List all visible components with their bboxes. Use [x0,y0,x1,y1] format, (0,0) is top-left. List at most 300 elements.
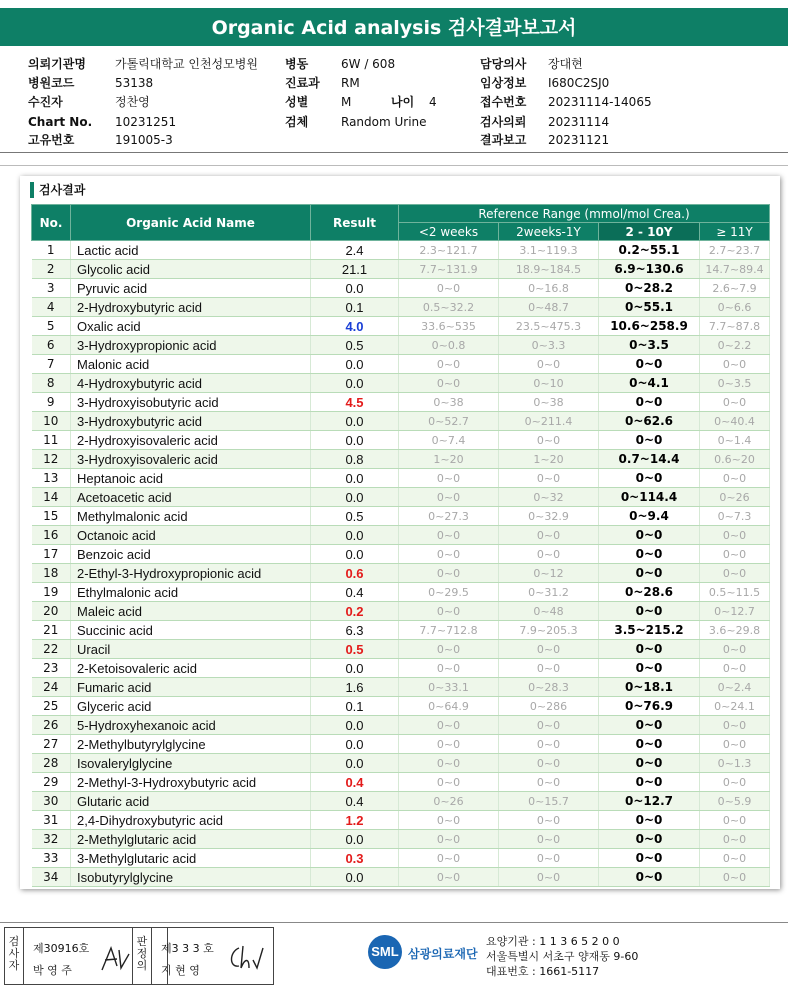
row-number: 13 [32,469,71,488]
acid-name: 2-Methylbutyrylglycine [71,735,311,754]
range-lt2w: 0~0 [399,640,499,659]
acid-name: Pyruvic acid [71,279,311,298]
range-2-10y: 0~55.1 [599,298,700,317]
range-2-10y: 0~9.4 [599,507,700,526]
range-2-10y: 0~0 [599,602,700,621]
range-lt2w: 0~0 [399,602,499,621]
range-lt2w: 0~38 [399,393,499,412]
result-value: 0.4 [311,773,399,792]
row-number: 11 [32,431,71,450]
table-row [32,602,770,621]
range-ge11y: 0~0 [700,545,770,564]
acid-name: 2-Methyl-3-Hydroxybutyric acid [71,773,311,792]
col-no: No. [32,205,71,241]
range-lt2w: 0~0 [399,279,499,298]
info-value: 가톨릭대학교 인천성모병원 [115,57,258,71]
acid-name: Glycolic acid [71,260,311,279]
divider [0,152,788,153]
range-ge11y: 0~24.1 [700,697,770,716]
table-row [32,431,770,450]
range-lt2w: 0~0 [399,526,499,545]
info-value: RM [341,76,360,90]
result-value: 0.0 [311,431,399,450]
result-value: 0.5 [311,507,399,526]
range-lt2w: 0~0 [399,355,499,374]
range-ge11y: 0~0 [700,868,770,887]
range-2w1y: 0~28.3 [499,678,599,697]
row-number: 8 [32,374,71,393]
info-value: 20231121 [548,133,610,147]
table-row [32,260,770,279]
table-row [32,849,770,868]
row-number: 31 [32,811,71,830]
row-number: 2 [32,260,71,279]
row-number: 32 [32,830,71,849]
range-ge11y: 0~0 [700,773,770,792]
row-number: 10 [32,412,71,431]
range-2-10y: 0~0 [599,545,700,564]
range-2-10y: 0~28.6 [599,583,700,602]
tester-signature [99,944,133,974]
section-title: 검사결과 [30,182,85,198]
acid-name: Acetoacetic acid [71,488,311,507]
acid-name: Uracil [71,640,311,659]
result-value: 4.0 [311,317,399,336]
footer-line3: 대표번호 : 1661-5117 [486,965,600,978]
range-2-10y: 0.7~14.4 [599,450,700,469]
range-2w1y: 0~32.9 [499,507,599,526]
info-label: 검사의뢰 [480,115,527,129]
range-2-10y: 0~3.5 [599,336,700,355]
row-number: 30 [32,792,71,811]
acid-name: 4-Hydroxybutyric acid [71,374,311,393]
range-lt2w: 0~0 [399,735,499,754]
row-number: 16 [32,526,71,545]
range-ge11y: 0~0 [700,811,770,830]
result-value: 0.0 [311,374,399,393]
table-row [32,773,770,792]
result-value: 0.0 [311,355,399,374]
range-2-10y: 0~0 [599,868,700,887]
acid-name: 2-Hydroxyisovaleric acid [71,431,311,450]
range-lt2w: 0~27.3 [399,507,499,526]
row-number: 24 [32,678,71,697]
range-ge11y: 0~5.9 [700,792,770,811]
range-2w1y: 0~0 [499,868,599,887]
result-value: 0.6 [311,564,399,583]
table-row [32,317,770,336]
info-label: 접수번호 [480,95,527,109]
range-2w1y: 0~48 [499,602,599,621]
range-2w1y: 0~3.3 [499,336,599,355]
table-row [32,298,770,317]
range-ge11y: 0~0 [700,469,770,488]
range-2w1y: 0~38 [499,393,599,412]
result-value: 1.2 [311,811,399,830]
range-2w1y: 0~0 [499,716,599,735]
range-lt2w: 0~0 [399,564,499,583]
col-range-2-10y: 2 - 10Y [599,223,700,241]
col-range-ge11y: ≥ 11Y [700,223,770,241]
range-ge11y: 0~0 [700,526,770,545]
range-ge11y: 0.6~20 [700,450,770,469]
range-lt2w: 0~0 [399,849,499,868]
range-2-10y: 0~0 [599,640,700,659]
acid-name: Maleic acid [71,602,311,621]
result-value: 2.4 [311,241,399,260]
info-value: 20231114 [548,115,610,129]
range-2-10y: 0~0 [599,355,700,374]
range-lt2w: 7.7~712.8 [399,621,499,640]
acid-name: Glyceric acid [71,697,311,716]
table-row [32,469,770,488]
range-2w1y: 0~32 [499,488,599,507]
acid-name: Glutaric acid [71,792,311,811]
range-ge11y: 14.7~89.4 [700,260,770,279]
range-lt2w: 33.6~535 [399,317,499,336]
range-lt2w: 0~29.5 [399,583,499,602]
range-ge11y: 0~40.4 [700,412,770,431]
footer [0,922,788,989]
result-value: 0.0 [311,469,399,488]
range-ge11y: 2.7~23.7 [700,241,770,260]
table-row [32,811,770,830]
result-value: 6.3 [311,621,399,640]
info-label: 결과보고 [480,133,527,147]
approver-signature [225,942,265,974]
table-row [32,659,770,678]
row-number: 18 [32,564,71,583]
row-number: 4 [32,298,71,317]
row-number: 5 [32,317,71,336]
acid-name: 2-Methylglutaric acid [71,830,311,849]
result-value: 1.6 [311,678,399,697]
range-ge11y: 0~12.7 [700,602,770,621]
result-value: 4.5 [311,393,399,412]
range-2-10y: 0~76.9 [599,697,700,716]
range-ge11y: 0~3.5 [700,374,770,393]
range-lt2w: 0~33.1 [399,678,499,697]
range-2w1y: 18.9~184.5 [499,260,599,279]
table-row [32,754,770,773]
row-number: 33 [32,849,71,868]
range-2w1y: 1~20 [499,450,599,469]
result-value: 0.0 [311,279,399,298]
acid-name: Methylmalonic acid [71,507,311,526]
range-lt2w: 1~20 [399,450,499,469]
row-number: 29 [32,773,71,792]
range-ge11y: 0~1.4 [700,431,770,450]
range-2-10y: 0~0 [599,659,700,678]
info-value: Random Urine [341,115,427,129]
row-number: 7 [32,355,71,374]
table-row [32,241,770,260]
result-value: 0.1 [311,298,399,317]
col-reference-range: Reference Range (mmol/mol Crea.) [399,205,770,223]
row-number: 28 [32,754,71,773]
table-row [32,450,770,469]
range-2w1y: 0~0 [499,830,599,849]
info-label: 담당의사 [480,57,527,71]
range-lt2w: 0~0.8 [399,336,499,355]
range-2-10y: 0~62.6 [599,412,700,431]
info-label: 검체 [285,115,309,129]
result-value: 0.3 [311,849,399,868]
range-ge11y: 3.6~29.8 [700,621,770,640]
range-lt2w: 7.7~131.9 [399,260,499,279]
acid-name: Succinic acid [71,621,311,640]
row-number: 20 [32,602,71,621]
table-row [32,735,770,754]
footer-line1: 요양기관 : 1 1 3 6 5 2 0 0 [486,935,620,948]
result-value: 0.8 [311,450,399,469]
range-lt2w: 0~0 [399,773,499,792]
result-value: 0.0 [311,659,399,678]
table-row [32,507,770,526]
info-value: 20231114-14065 [548,95,652,109]
acid-name: 3-Methylglutaric acid [71,849,311,868]
range-2w1y: 3.1~119.3 [499,241,599,260]
acid-name: Fumaric acid [71,678,311,697]
table-row [32,336,770,355]
acid-name: 2,4-Dihydroxybutyric acid [71,811,311,830]
range-2-10y: 0~0 [599,564,700,583]
org-name: 삼광의료재단 [408,947,478,961]
table-row [32,279,770,298]
range-lt2w: 0~64.9 [399,697,499,716]
range-2-10y: 0~0 [599,830,700,849]
table-row [32,564,770,583]
range-lt2w: 0~0 [399,659,499,678]
range-lt2w: 2.3~121.7 [399,241,499,260]
acid-name: Isobutyrylglycine [71,868,311,887]
table-row [32,830,770,849]
range-2w1y: 0~16.8 [499,279,599,298]
range-2w1y: 0~0 [499,545,599,564]
age-value: 4 [429,95,437,109]
range-2-10y: 0~0 [599,849,700,868]
row-number: 6 [32,336,71,355]
result-value: 0.0 [311,526,399,545]
info-label: 병원코드 [28,76,75,90]
range-ge11y: 0~0 [700,735,770,754]
acid-name: 3-Hydroxyisobutyric acid [71,393,311,412]
col-range-lt2w: <2 weeks [399,223,499,241]
table-row [32,621,770,640]
range-lt2w: 0~0 [399,374,499,393]
range-lt2w: 0~0 [399,868,499,887]
range-lt2w: 0~0 [399,830,499,849]
range-ge11y: 0~0 [700,849,770,868]
range-lt2w: 0~0 [399,811,499,830]
range-2w1y: 0~0 [499,773,599,792]
range-2w1y: 0~211.4 [499,412,599,431]
range-lt2w: 0~0 [399,488,499,507]
range-2w1y: 0~15.7 [499,792,599,811]
table-row [32,488,770,507]
info-label: 임상정보 [480,76,527,90]
table-row [32,792,770,811]
result-value: 0.0 [311,868,399,887]
range-2-10y: 0~0 [599,393,700,412]
info-label: 진료과 [285,76,320,90]
result-value: 0.0 [311,412,399,431]
range-ge11y: 2.6~7.9 [700,279,770,298]
acid-name: 2-Hydroxybutyric acid [71,298,311,317]
range-2w1y: 0~0 [499,640,599,659]
col-range-2w1y: 2weeks-1Y [499,223,599,241]
range-2w1y: 0~12 [499,564,599,583]
info-value: I680C2SJ0 [548,76,610,90]
col-result: Result [311,205,399,241]
result-value: 0.0 [311,754,399,773]
table-row [32,374,770,393]
range-2w1y: 0~0 [499,754,599,773]
range-lt2w: 0~0 [399,545,499,564]
range-ge11y: 0~26 [700,488,770,507]
row-number: 12 [32,450,71,469]
table-row [32,868,770,887]
range-ge11y: 0.5~11.5 [700,583,770,602]
range-2w1y: 7.9~205.3 [499,621,599,640]
range-lt2w: 0~0 [399,469,499,488]
col-name: Organic Acid Name [71,205,311,241]
range-2-10y: 3.5~215.2 [599,621,700,640]
result-value: 0.4 [311,792,399,811]
tester-label: 검사자 [8,935,20,972]
range-ge11y: 0~2.2 [700,336,770,355]
acid-name: Octanoic acid [71,526,311,545]
acid-name: Isovalerylglycine [71,754,311,773]
age-label: 나이 [391,95,415,109]
approver-name: 지 현 영 [161,964,200,977]
range-2-10y: 0~0 [599,526,700,545]
range-2w1y: 0~31.2 [499,583,599,602]
table-row [32,412,770,431]
info-value: 53138 [115,76,154,90]
row-number: 17 [32,545,71,564]
table-row [32,640,770,659]
range-ge11y: 0~7.3 [700,507,770,526]
acid-name: 5-Hydroxyhexanoic acid [71,716,311,735]
info-label: 고유번호 [28,133,75,147]
range-2w1y: 0~48.7 [499,298,599,317]
range-2-10y: 0~0 [599,469,700,488]
acid-name: 3-Hydroxypropionic acid [71,336,311,355]
info-value: 191005-3 [115,133,173,147]
approver-label: 판정의 [136,935,148,972]
sml-logo: SML [368,935,402,969]
range-2-10y: 0~114.4 [599,488,700,507]
range-lt2w: 0~52.7 [399,412,499,431]
footer-line2: 서울특별시 서초구 양재동 9-60 [486,950,639,963]
row-number: 14 [32,488,71,507]
info-value: 6W / 608 [341,57,396,71]
range-2-10y: 0~28.2 [599,279,700,298]
table-row [32,545,770,564]
result-value: 0.2 [311,602,399,621]
range-2-10y: 0~0 [599,716,700,735]
result-table [31,204,770,887]
info-value: M [341,95,352,109]
range-2w1y: 0~0 [499,526,599,545]
result-value: 0.5 [311,640,399,659]
range-2-10y: 0~0 [599,773,700,792]
result-value: 0.0 [311,488,399,507]
range-2w1y: 0~0 [499,659,599,678]
row-number: 1 [32,241,71,260]
row-number: 3 [32,279,71,298]
row-number: 19 [32,583,71,602]
range-2w1y: 0~0 [499,431,599,450]
range-2w1y: 0~0 [499,735,599,754]
range-2w1y: 0~0 [499,849,599,868]
range-lt2w: 0~0 [399,716,499,735]
result-value: 21.1 [311,260,399,279]
result-value: 0.0 [311,545,399,564]
table-row [32,678,770,697]
acid-name: 3-Hydroxyisovaleric acid [71,450,311,469]
result-value: 0.4 [311,583,399,602]
result-value: 0.0 [311,735,399,754]
row-number: 15 [32,507,71,526]
tester-license: 제30916호 [33,942,90,955]
row-number: 22 [32,640,71,659]
range-ge11y: 0~6.6 [700,298,770,317]
range-lt2w: 0~0 [399,754,499,773]
table-row [32,716,770,735]
result-value: 0.5 [311,336,399,355]
divider [0,165,788,166]
info-value: 정찬영 [115,95,150,109]
range-lt2w: 0~7.4 [399,431,499,450]
row-number: 23 [32,659,71,678]
range-ge11y: 0~0 [700,564,770,583]
range-2-10y: 0~4.1 [599,374,700,393]
acid-name: Malonic acid [71,355,311,374]
range-2-10y: 0~0 [599,754,700,773]
range-ge11y: 0~0 [700,355,770,374]
range-2w1y: 23.5~475.3 [499,317,599,336]
info-label: Chart No. [28,115,93,129]
range-2-10y: 0.2~55.1 [599,241,700,260]
row-number: 9 [32,393,71,412]
info-label: 병동 [285,57,309,71]
acid-name: 2-Ketoisovaleric acid [71,659,311,678]
row-number: 25 [32,697,71,716]
acid-name: Lactic acid [71,241,311,260]
range-2w1y: 0~286 [499,697,599,716]
range-2-10y: 0~12.7 [599,792,700,811]
result-value: 0.0 [311,830,399,849]
info-label: 의뢰기관명 [28,57,86,71]
range-ge11y: 0~2.4 [700,678,770,697]
range-ge11y: 0~0 [700,640,770,659]
info-value: 장대현 [548,57,583,71]
info-label: 성별 [285,95,309,109]
range-2-10y: 6.9~130.6 [599,260,700,279]
approver-license: 제3 3 3 호 [161,942,214,955]
result-value: 0.1 [311,697,399,716]
row-number: 34 [32,868,71,887]
range-2-10y: 10.6~258.9 [599,317,700,336]
info-label: 수진자 [28,95,63,109]
tester-name: 박 영 주 [33,964,72,977]
range-2w1y: 0~0 [499,811,599,830]
row-number: 26 [32,716,71,735]
table-row [32,393,770,412]
acid-name: 2-Ethyl-3-Hydroxypropionic acid [71,564,311,583]
